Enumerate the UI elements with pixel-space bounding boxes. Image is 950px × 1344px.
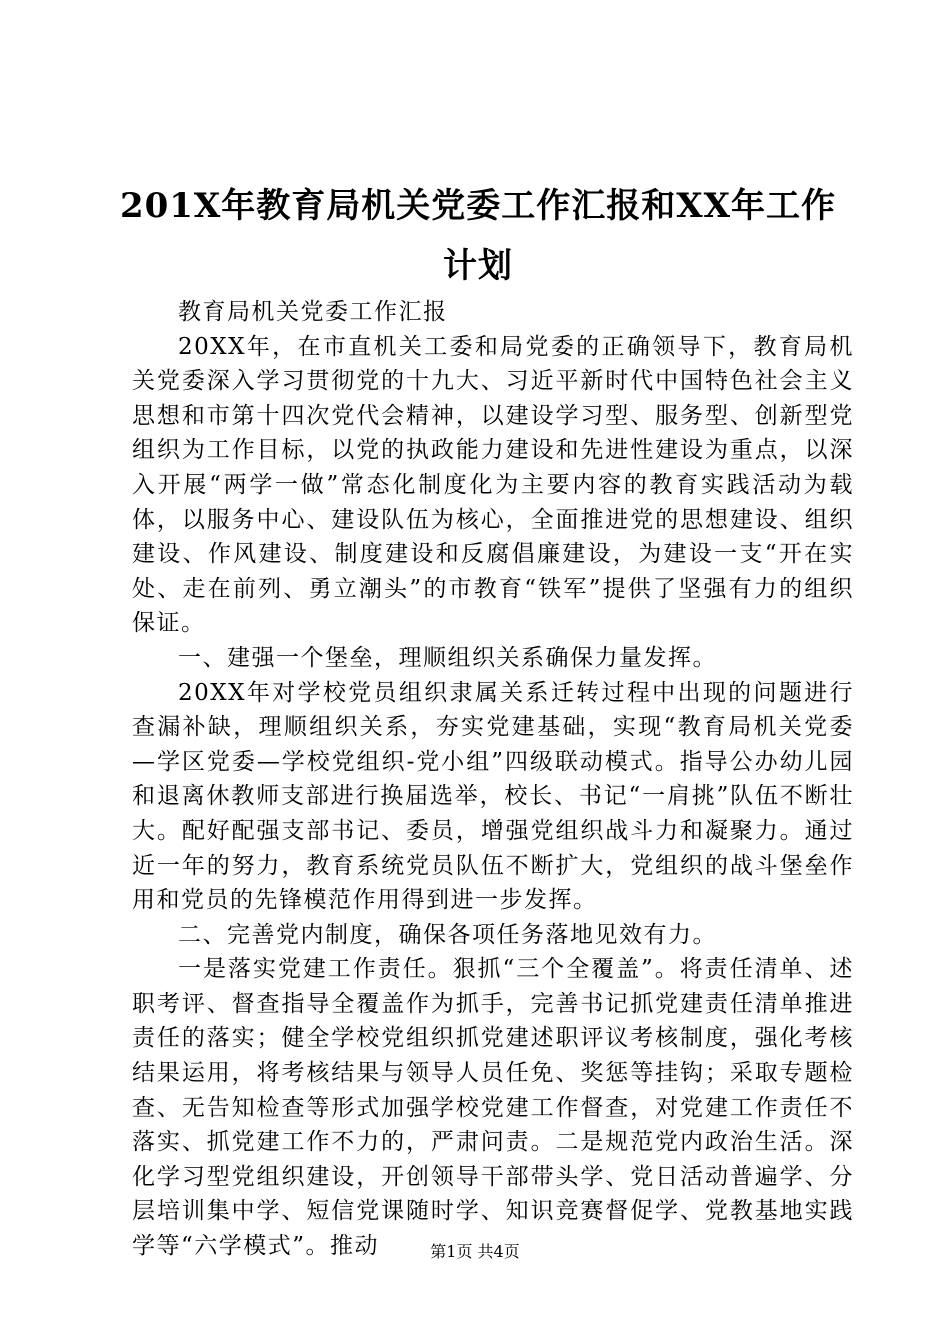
page-footer: 第1页 共4页	[430, 1242, 520, 1261]
section-1-paragraph: 20XX年对学校党员组织隶属关系迁转过程中出现的问题进行查漏补缺，理顺组织关系，夯实党建基础，实现“教育局机关党委—学区党委—学校党组织-党小组”四级联动模式。指导公办幼儿园和退离休教师支部进行换届选举，校长、书记“一肩挑”队伍不断壮大。配好配强支部书记、委员，增强党组织战斗力和凝聚力。通过近一年的努力，教育系统党员队伍不断扩大，党组织的战斗堡垒作用和党员的先锋模范作用得到进一步发挥。	[132, 679, 854, 914]
section-heading-1: 一、建强一个堡垒，理顺组织关系确保力量发挥。	[178, 644, 717, 671]
intro-paragraph: 20XX年，在市直机关工委和局党委的正确领导下，教育局机关党委深入学习贯彻党的十九大、习近平新时代中国特色社会主义思想和市第十四次党代会精神，以建设学习型、服务型、创新型党组织为工作目标，以党的执政能力建设和先进性建设为重点，以深入开展“两学一做”常态化制度化为主要内容的教育实践活动为载体，以服务中心、建设队伍为核心，全面推进党的思想建设、组织建设、作风建设、制度建设和反腐倡廉建设，为建设一支“开在实处、走在前列、勇立潮头”的市教育“铁军”提供了坚强有力的组织保证。	[132, 333, 854, 637]
section-heading-report: 教育局机关党委工作汇报	[178, 299, 448, 325]
section-2-paragraph: 一是落实党建工作责任。狠抓“三个全覆盖”。将责任清单、述职考评、督查指导全覆盖作为抓手，完善书记抓党建责任清单推进责任的落实；健全学校党组织抓党建述职评议考核制度，强化考核结果运用，将考核结果与领导人员任免、奖惩等挂钩；采取专题检查、无告知检查等形式加强学校党建工作督查，对党建工作责任不落实、抓党建工作不力的，严肃问责。二是规范党内政治生活。深化学习型党组织建设，开创领导干部带头学、党日活动普遍学、分层培训集中学、短信党课随时学、知识竞赛督促学、党教基地实践学等“六学模式”。推动	[132, 956, 854, 1260]
document-title: 201X年教育局机关党委工作汇报和XX年工作计划	[119, 186, 837, 286]
document-body	[132, 295, 854, 1264]
section-heading-2: 二、完善党内制度，确保各项任务落地见效有力。	[178, 921, 717, 948]
